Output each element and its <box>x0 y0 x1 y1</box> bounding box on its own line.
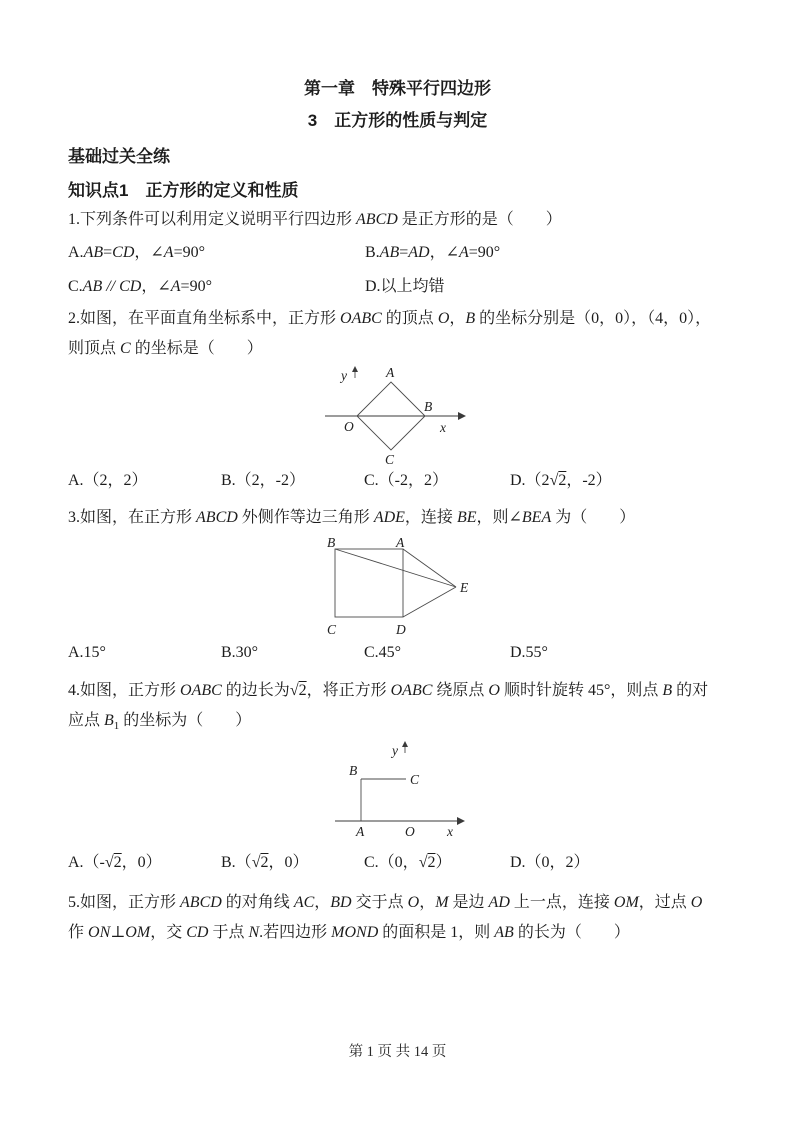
point-b-label: B <box>424 399 433 414</box>
problem-4-stem-line-1: 4.如图，正方形 OABC 的边长为√2，将正方形 OABC 绕原点 O 顺时针旋转 45°，则点 B 的对 <box>68 682 709 699</box>
problem-4-option-a: A.（-√2，0） <box>68 854 162 871</box>
problem-1-stem: 1.下列条件可以利用定义说明平行四边形 ABCD 是正方形的是（ ） <box>68 211 562 228</box>
problem-4-option-b: B.（√2，0） <box>221 854 309 871</box>
point-c-label: C <box>327 622 337 637</box>
x-axis-label: x <box>447 824 453 839</box>
problem-4-stem-line-2: 应点 $B_1$ 的坐标为（ ） <box>68 712 252 733</box>
problem-5-stem-line-2: 作 ON⊥OM，交 CD 于点 N.若四边形 MOND 的面积是 1，则 AB 的长为（ ） <box>68 924 630 941</box>
segment-de <box>403 587 456 617</box>
figure-square-oabc-rotation-axes <box>333 736 473 840</box>
problem-2-option-a: A.（2，2） <box>68 472 148 489</box>
problem-1-options-row-1 <box>68 236 727 270</box>
problem-1-option-a: A.AB=CD，∠A=90° <box>68 244 205 261</box>
problem-4-options-row <box>68 848 727 878</box>
chapter-title: 第一章 特殊平行四边形 <box>304 79 491 98</box>
point-c-label: C <box>385 452 395 466</box>
point-d-label: D <box>396 622 406 637</box>
segment-be <box>335 549 456 587</box>
y-axis-arrowhead <box>402 741 408 747</box>
point-a-label: A <box>396 535 405 550</box>
problem-2-stem-line-1: 2.如图，在平面直角坐标系中，正方形 OABC 的顶点 O，B 的坐标分别是（0，0），（4，0）， <box>68 310 712 327</box>
figure-square-abcd-triangle-ade <box>322 534 472 638</box>
point-o-label: O <box>405 824 415 839</box>
point-c-label: C <box>410 772 420 787</box>
knowledge-point-header: 知识点1 正方形的定义和性质 <box>68 181 299 200</box>
point-e-label: E <box>460 580 469 595</box>
problem-3-option-c: C.45° <box>364 644 402 661</box>
problem-1-option-d: D.以上均错 <box>365 278 445 295</box>
problem-1-option-b: B.AB=AD，∠A=90° <box>365 244 501 261</box>
y-axis-label: y <box>341 368 347 383</box>
problem-2-options-row <box>68 466 727 496</box>
point-b-label: B <box>349 763 358 778</box>
problem-5-stem-line-1: 5.如图，正方形 ABCD 的对角线 AC，BD 交于点 O，M 是边 AD 上一点，连接 OM，过点 O <box>68 894 703 911</box>
y-axis-arrowhead <box>352 366 358 372</box>
page-number-footer: 第 1 页 共 14 页 <box>348 1044 447 1060</box>
problem-1-option-c: C.AB // CD，∠A=90° <box>68 278 212 295</box>
x-axis-label: x <box>440 420 446 435</box>
point-a-label: A <box>386 365 395 380</box>
problem-1-options-row-2 <box>68 270 727 304</box>
point-o-label: O <box>344 419 354 434</box>
problem-2-option-c: C.（-2，2） <box>364 472 449 489</box>
point-b-label: B <box>327 535 336 550</box>
problem-3-option-d: D.55° <box>510 644 548 661</box>
problem-2-stem-line-2: 则顶点 C 的坐标是（ ） <box>68 340 263 357</box>
y-axis-label: y <box>392 743 398 758</box>
section-title: 3 正方形的性质与判定 <box>307 111 488 130</box>
problem-4-option-c: C.（0，√2） <box>364 854 452 871</box>
problem-3-options-row <box>68 638 727 668</box>
x-axis-arrowhead <box>457 817 465 825</box>
problem-3-option-a: A.15° <box>68 644 106 661</box>
problem-2-option-d: D.（2√2，-2） <box>510 472 612 489</box>
segment-ae <box>403 549 456 587</box>
practice-header: 基础过关全练 <box>68 147 170 166</box>
problem-3-stem: 3.如图，在正方形 ABCD 外侧作等边三角形 ADE，连接 BE，则∠BEA 为（ ） <box>68 509 636 526</box>
figure-square-oabc-axes <box>320 364 470 466</box>
x-axis-arrowhead <box>458 412 466 420</box>
point-a-label: A <box>356 824 365 839</box>
problem-3-option-b: B.30° <box>221 644 259 661</box>
problem-4-option-d: D.（0，2） <box>510 854 590 871</box>
square-abcd <box>335 549 403 617</box>
problem-2-option-b: B.（2，-2） <box>221 472 306 489</box>
